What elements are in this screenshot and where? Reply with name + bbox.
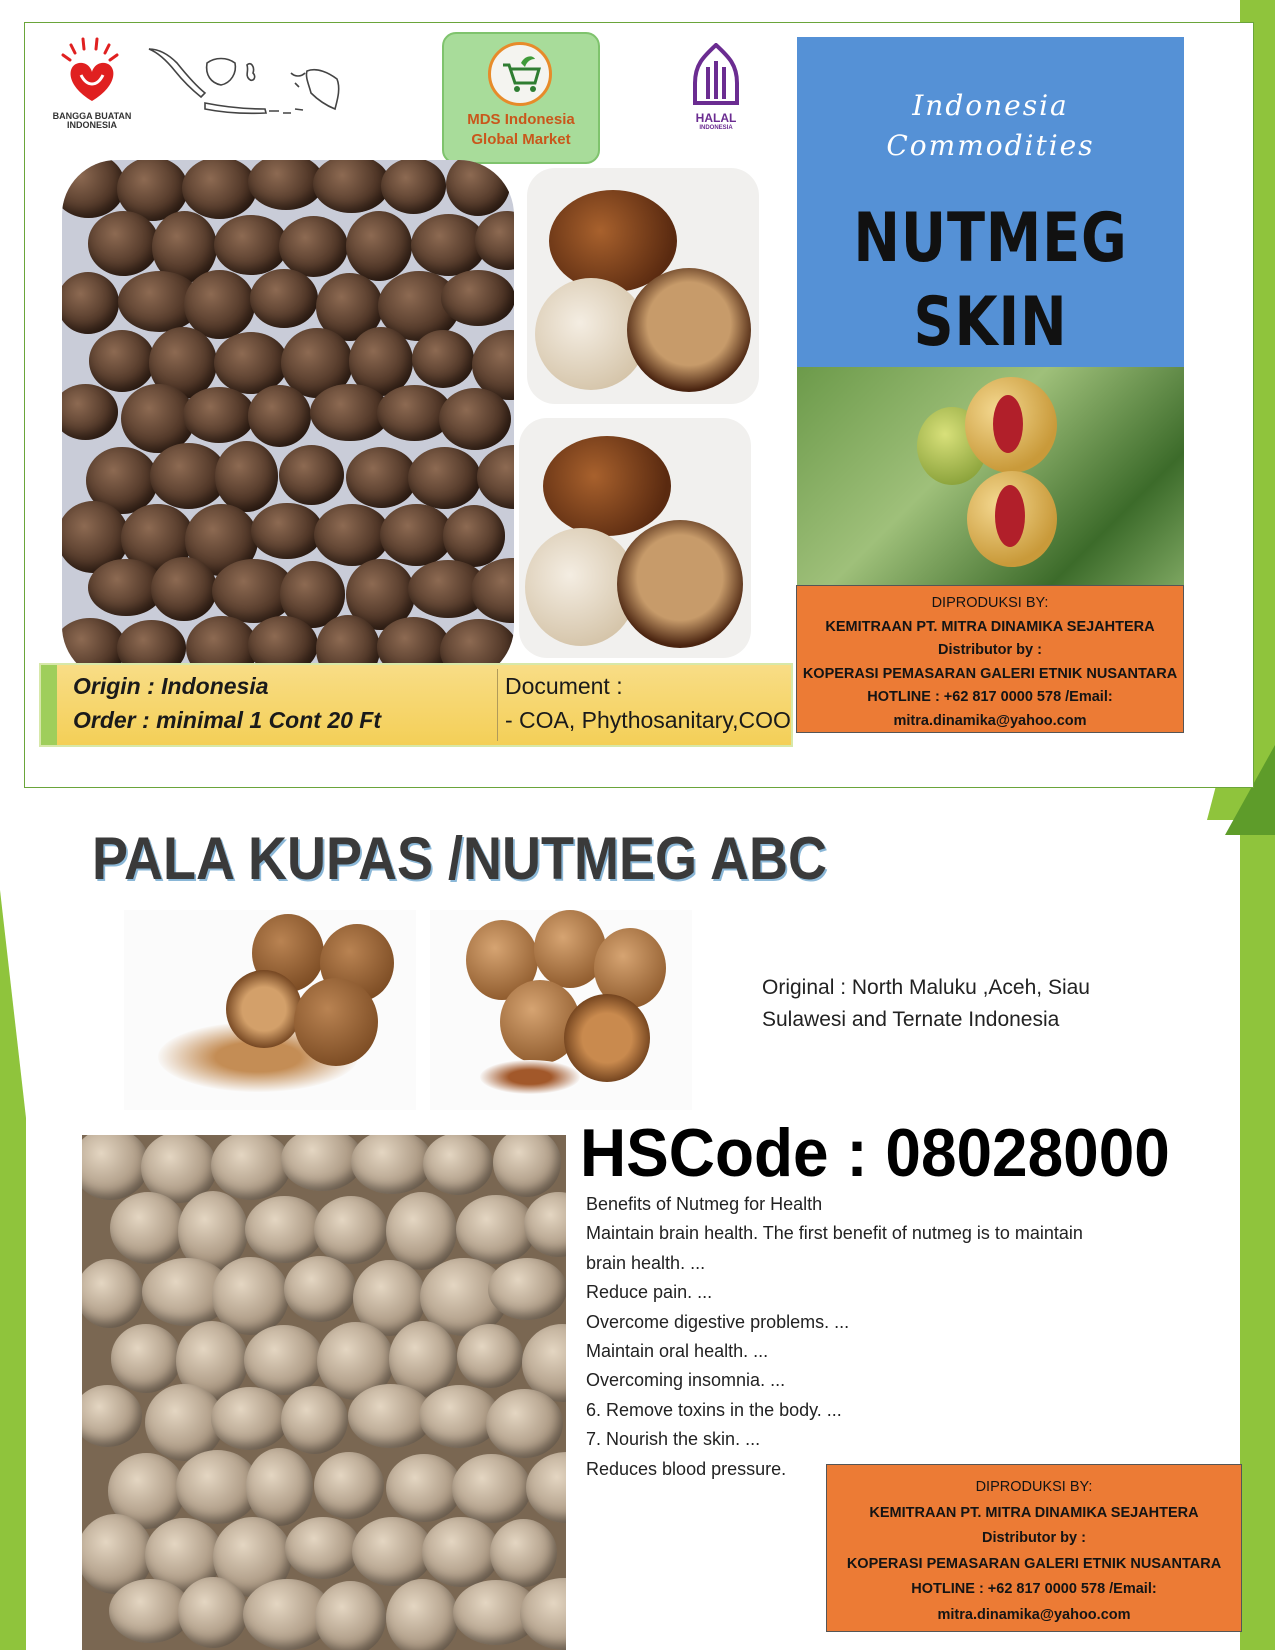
document-value: - COA, Phythosanitary,COO bbox=[505, 707, 791, 733]
indonesia-map-icon bbox=[145, 43, 345, 138]
info-divider bbox=[497, 669, 498, 741]
product-title-2: SKIN bbox=[913, 283, 1068, 362]
nutmeg-tree-photo bbox=[797, 367, 1184, 609]
title-panel bbox=[797, 37, 1184, 367]
benefit-line: brain health. ... bbox=[586, 1252, 706, 1273]
benefit-line: Reduce pain. ... bbox=[586, 1282, 713, 1303]
decor-green-left-bottom bbox=[0, 890, 26, 1650]
nutmeg-pile-photo bbox=[62, 160, 514, 681]
origin-line-2: Sulawesi and Ternate Indonesia bbox=[762, 1008, 1060, 1031]
panel-subtitle-2: Commodities bbox=[886, 129, 1095, 162]
mds-logo-line1: MDS Indonesia bbox=[467, 111, 575, 128]
nutmeg-closeup-photo-2 bbox=[519, 418, 751, 658]
contact-box-top bbox=[796, 585, 1184, 733]
contact-line-3: Distributor by : bbox=[938, 642, 1042, 658]
contact-line-2: KEMITRAAN PT. MITRA DINAMIKA SEJAHTERA bbox=[869, 1504, 1199, 1521]
order-label: Order : minimal 1 Cont 20 Ft bbox=[73, 707, 382, 733]
benefit-line: 7. Nourish the skin. ... bbox=[586, 1429, 761, 1450]
halal-logo bbox=[681, 43, 751, 138]
benefit-line: Maintain oral health. ... bbox=[586, 1341, 769, 1362]
nutmeg-skin-slide bbox=[24, 22, 1254, 788]
ground-nutmeg-photo-2 bbox=[430, 910, 692, 1110]
contact-line-1: DIPRODUKSI BY: bbox=[975, 1479, 1093, 1495]
document-label: Document : bbox=[505, 673, 623, 699]
panel-subtitle-1: Indonesia bbox=[912, 89, 1069, 122]
origin-label: Origin : Indonesia bbox=[73, 673, 269, 699]
origin-line-1: Original : North Maluku ,Aceh, Siau bbox=[762, 976, 1090, 999]
peeled-nutmeg-photo bbox=[82, 1135, 566, 1650]
cart-icon bbox=[488, 42, 552, 106]
benefit-line: Benefits of Nutmeg for Health bbox=[586, 1194, 823, 1214]
ground-nutmeg-photo-1 bbox=[124, 910, 416, 1110]
product-title-1: NUTMEG bbox=[853, 199, 1128, 278]
benefit-line: Overcoming insomnia. ... bbox=[586, 1370, 786, 1391]
benefit-line: Maintain brain health. The first benefit of nutmeg is to maintain bbox=[586, 1223, 1083, 1244]
contact-line-2: KEMITRAAN PT. MITRA DINAMIKA SEJAHTERA bbox=[825, 618, 1155, 635]
bangga-buatan-logo bbox=[45, 37, 140, 137]
halal-icon bbox=[681, 43, 751, 107]
contact-line-3: Distributor by : bbox=[982, 1530, 1086, 1546]
nutmeg-closeup-photo-1 bbox=[527, 168, 759, 404]
mds-logo-line2: Global Market bbox=[471, 131, 571, 148]
contact-line-6: mitra.dinamika@yahoo.com bbox=[893, 712, 1087, 729]
benefit-line: Reduces blood pressure. bbox=[586, 1458, 787, 1479]
contact-line-5: HOTLINE : +62 817 0000 578 /Email: bbox=[911, 1581, 1157, 1597]
contact-line-4: KOPERASI PEMASARAN GALERI ETNIK NUSANTARA bbox=[802, 665, 1178, 682]
mds-logo bbox=[442, 32, 600, 164]
benefit-line: 6. Remove toxins in the body. ... bbox=[586, 1399, 842, 1420]
bangga-logo-text: BANGGA BUATAN INDONESIA bbox=[52, 111, 132, 131]
hscode: HSCode : 08028000 bbox=[580, 1115, 1170, 1191]
benefit-line: Overcome digestive problems. ... bbox=[586, 1311, 850, 1332]
contact-line-5: HOTLINE : +62 817 0000 578 /Email: bbox=[867, 689, 1113, 705]
page-title: PALA KUPAS /NUTMEG ABC bbox=[92, 825, 827, 892]
benefits-list bbox=[586, 1190, 1083, 1484]
halal-main: HALAL bbox=[695, 111, 737, 125]
heart-icon bbox=[45, 37, 140, 107]
contact-line-1: DIPRODUKSI BY: bbox=[931, 595, 1049, 611]
contact-box-bottom bbox=[826, 1464, 1242, 1632]
nutmeg-abc-slide bbox=[26, 808, 1240, 1650]
contact-line-6: mitra.dinamika@yahoo.com bbox=[937, 1606, 1131, 1623]
contact-line-4: KOPERASI PEMASARAN GALERI ETNIK NUSANTARA bbox=[846, 1555, 1222, 1572]
halal-sub: INDONESIA bbox=[699, 124, 733, 131]
origin-order-bar bbox=[41, 665, 791, 745]
